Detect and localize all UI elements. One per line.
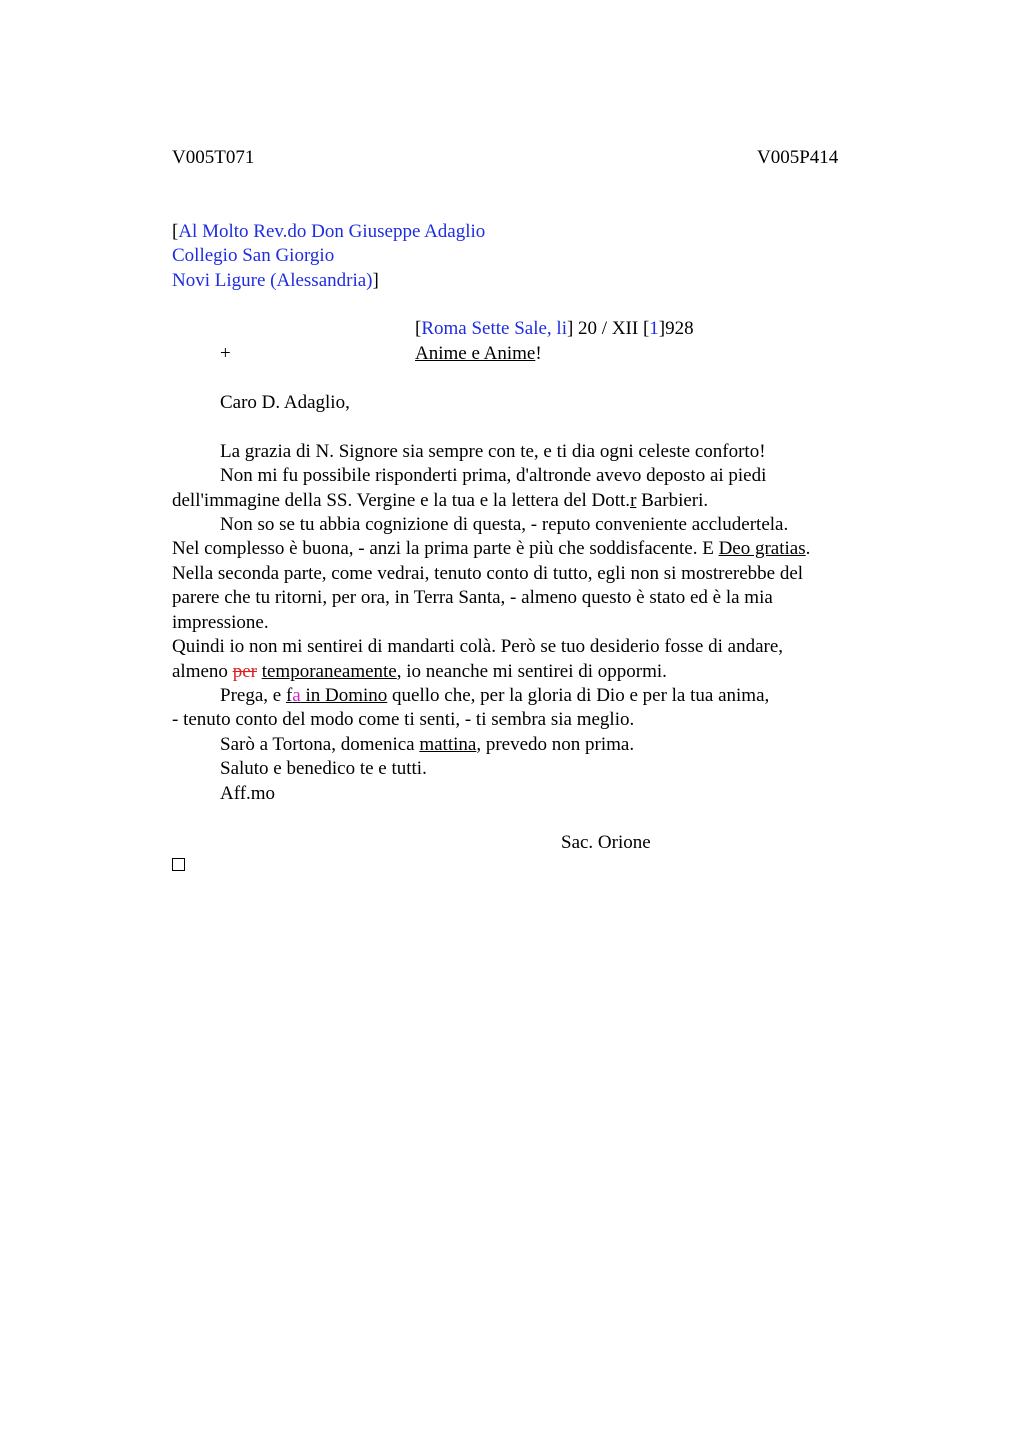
body-line: La grazia di N. Signore sia sempre con te, e ti dia ogni celeste conforto! <box>220 441 766 462</box>
body-line <box>220 733 634 757</box>
end-marker-box <box>172 858 185 871</box>
motto-end: ! <box>535 343 542 364</box>
recipient-name: Al Molto Rev.do Don Giuseppe Adaglio <box>178 221 486 242</box>
text-run: dell'immagine della SS. Vergine e la tua e la lettera del Dott. <box>172 490 631 511</box>
inserted-text: a <box>292 685 301 706</box>
dateline-year-digit: 1 <box>649 318 659 339</box>
body-line: Non so se tu abbia cognizione di questa, - reputo conveniente accludertela. <box>220 514 789 535</box>
text-run: almeno <box>172 661 233 682</box>
text-run: in Domino <box>300 685 388 706</box>
body-line: - tenuto conto del modo come ti senti, - ti sembra sia meglio. <box>172 709 635 730</box>
document-code-left: V005T071 <box>172 147 255 168</box>
closing: Aff.mo <box>220 783 276 804</box>
deleted-text: per <box>232 661 257 682</box>
underlined-text: r <box>630 490 637 511</box>
cross-mark: + <box>220 343 231 364</box>
signature: Sac. Orione <box>561 832 651 853</box>
underlined-text: Deo gratias <box>718 538 806 559</box>
bracket-open: [ <box>415 318 422 339</box>
body-line <box>220 684 769 708</box>
bracket-close: ] <box>372 270 379 291</box>
text-run: Nel complesso è buona, - anzi la prima parte è più che soddisfacente. E <box>172 538 719 559</box>
text-run: . <box>805 538 811 559</box>
text-run: Sarò a Tortona, domenica <box>220 734 420 755</box>
body-line: Nella seconda parte, come vedrai, tenuto conto di tutto, egli non si mostrerebbe del <box>172 563 804 584</box>
text-run: Prega, e <box>220 685 286 706</box>
text-run: , io neanche mi sentirei di oppormi. <box>396 661 667 682</box>
text-run: , prevedo non prima. <box>476 734 635 755</box>
body-line <box>172 660 667 684</box>
dateline <box>415 317 694 341</box>
body-line <box>172 489 708 513</box>
bracket-open: [ <box>172 221 179 242</box>
dateline-place: Roma Sette Sale, li <box>421 318 567 339</box>
address-line-3 <box>172 269 379 293</box>
address-line-2: Collegio San Giorgio <box>172 245 335 266</box>
body-line: Non mi fu possibile risponderti prima, d'altronde avevo deposto ai piedi <box>220 465 767 486</box>
dateline-year-rest: ]928 <box>658 318 694 339</box>
body-line <box>172 537 810 561</box>
document-code-right: V005P414 <box>757 147 839 168</box>
underlined-text: mattina <box>419 734 477 755</box>
recipient-city: Novi Ligure (Alessandria) <box>172 270 373 291</box>
dateline-date: ] 20 / XII [ <box>566 318 650 339</box>
underlined-text <box>286 685 387 706</box>
body-line: Quindi io non mi sentirei di mandarti colà. Però se tuo desiderio fosse di andare, <box>172 636 784 657</box>
salutation: Caro D. Adaglio, <box>220 392 350 413</box>
address-line-1 <box>172 220 485 244</box>
motto <box>415 342 542 366</box>
motto-text: Anime e Anime <box>415 343 536 364</box>
text-run: quello che, per la gloria di Dio e per la tua anima, <box>387 685 770 706</box>
body-line: impressione. <box>172 612 269 633</box>
text-run: Barbieri. <box>636 490 709 511</box>
body-line: parere che tu ritorni, per ora, in Terra Santa, - almeno questo è stato ed è la mia <box>172 587 773 608</box>
underlined-text: temporaneamente <box>261 661 397 682</box>
text-run: f <box>285 685 293 706</box>
body-line: Saluto e benedico te e tutti. <box>220 758 427 779</box>
